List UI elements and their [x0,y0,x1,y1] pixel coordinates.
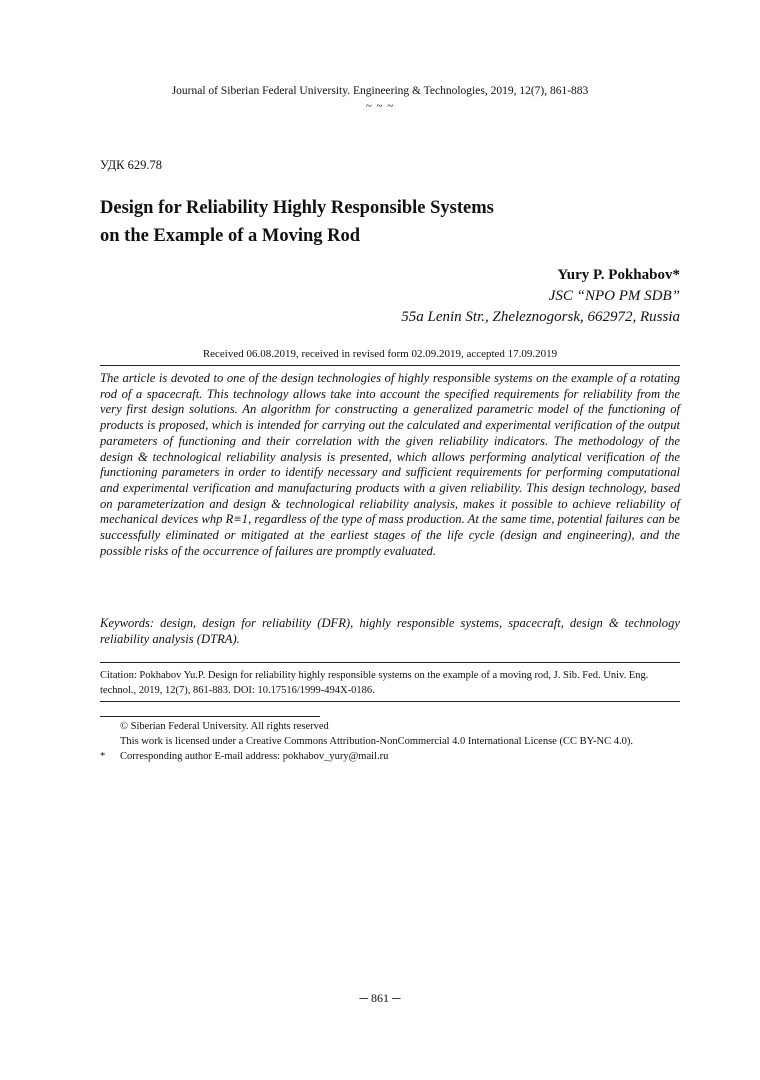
paper-title [100,194,494,250]
footnote-copyright [100,719,700,734]
abstract: The article is devoted to one of the design technologies of highly responsible systems on the example of a rotating rod of a spacecraft. This technology allows take into account the specified requirements for reliability from the very first design solutions. An algorithm for constructing a generalized parametric model of the functioning of products is proposed, which is intended for carrying out the calculated and experimental verification of the output parameters of functioning and their correlation with the given reliability indicators. The methodology of the design & technological reliability analysis is presented, which allows performing analytical verification of the functioning parameters in order to identify necessary and sufficient requirements for performing computational and experimental verification and manufacturing products with a given reliability. This design technology, based on parameterization and design & technological reliability analysis, makes it possible to achieve reliability of mechanical devices whp R≡1, regardless of the type of mass production. At the same time, potential failures can be successfully eliminated or mitigated at the earliest stages of the life cycle (design and engineering), and the possible risks of the occurrence of failures are promptly evaluated. [100,371,680,558]
page-number: ─ 861 ─ [359,991,401,1005]
corresponding-email: Corresponding author E-mail address: pokhabov_yury@mail.ru [120,751,389,762]
journal-header: Journal of Siberian Federal University. Engineering & Technologies, 2019, 12(7), 861-883 [171,85,589,97]
title-line-1: Design for Reliability Highly Responsible Systems [100,198,494,218]
received-dates: Received 06.08.2019, received in revised form 02.09.2019, accepted 17.09.2019 [202,348,558,360]
divider-top [100,365,680,366]
title-line-2: on the Example of a Moving Rod [100,226,361,246]
license-text: This work is licensed under a Creative Commons Attribution-NonCommercial 4.0 International License (CC BY-NC 4.0). [120,736,633,747]
footnotes [100,719,700,764]
keywords: Keywords: design, design for reliability (DFR), highly responsible systems, spacecraft, design & technology reliability analysis (DTRA). [100,616,680,646]
author-name: Yury P. Pokhabov* [557,267,680,283]
divider-citation-top [100,662,680,663]
copyright-text: © Siberian Federal University. All rights reserved [120,721,329,732]
divider-citation-bottom [100,701,680,702]
citation: Citation: Pokhabov Yu.P. Design for reliability highly responsible systems on the example of a moving rod, J. Sib. Fed. Univ. Eng. technol., 2019, 12(7), 861-883. DOI: 10.17516/1999-494X-0186. [100,670,649,696]
footnote-license [100,734,700,749]
footnote-rule [100,716,320,717]
author-address: 55a Lenin Str., Zheleznogorsk, 662972, Russia [401,309,680,325]
author-organization: JSC “NPO PM SDB” [548,288,680,304]
udk-code: УДК 629.78 [100,158,162,172]
author-block [401,265,680,328]
footnote-asterisk: * [100,751,106,762]
header-separator: ~ ~ ~ [365,100,395,112]
footnote-corresponding [100,749,700,764]
